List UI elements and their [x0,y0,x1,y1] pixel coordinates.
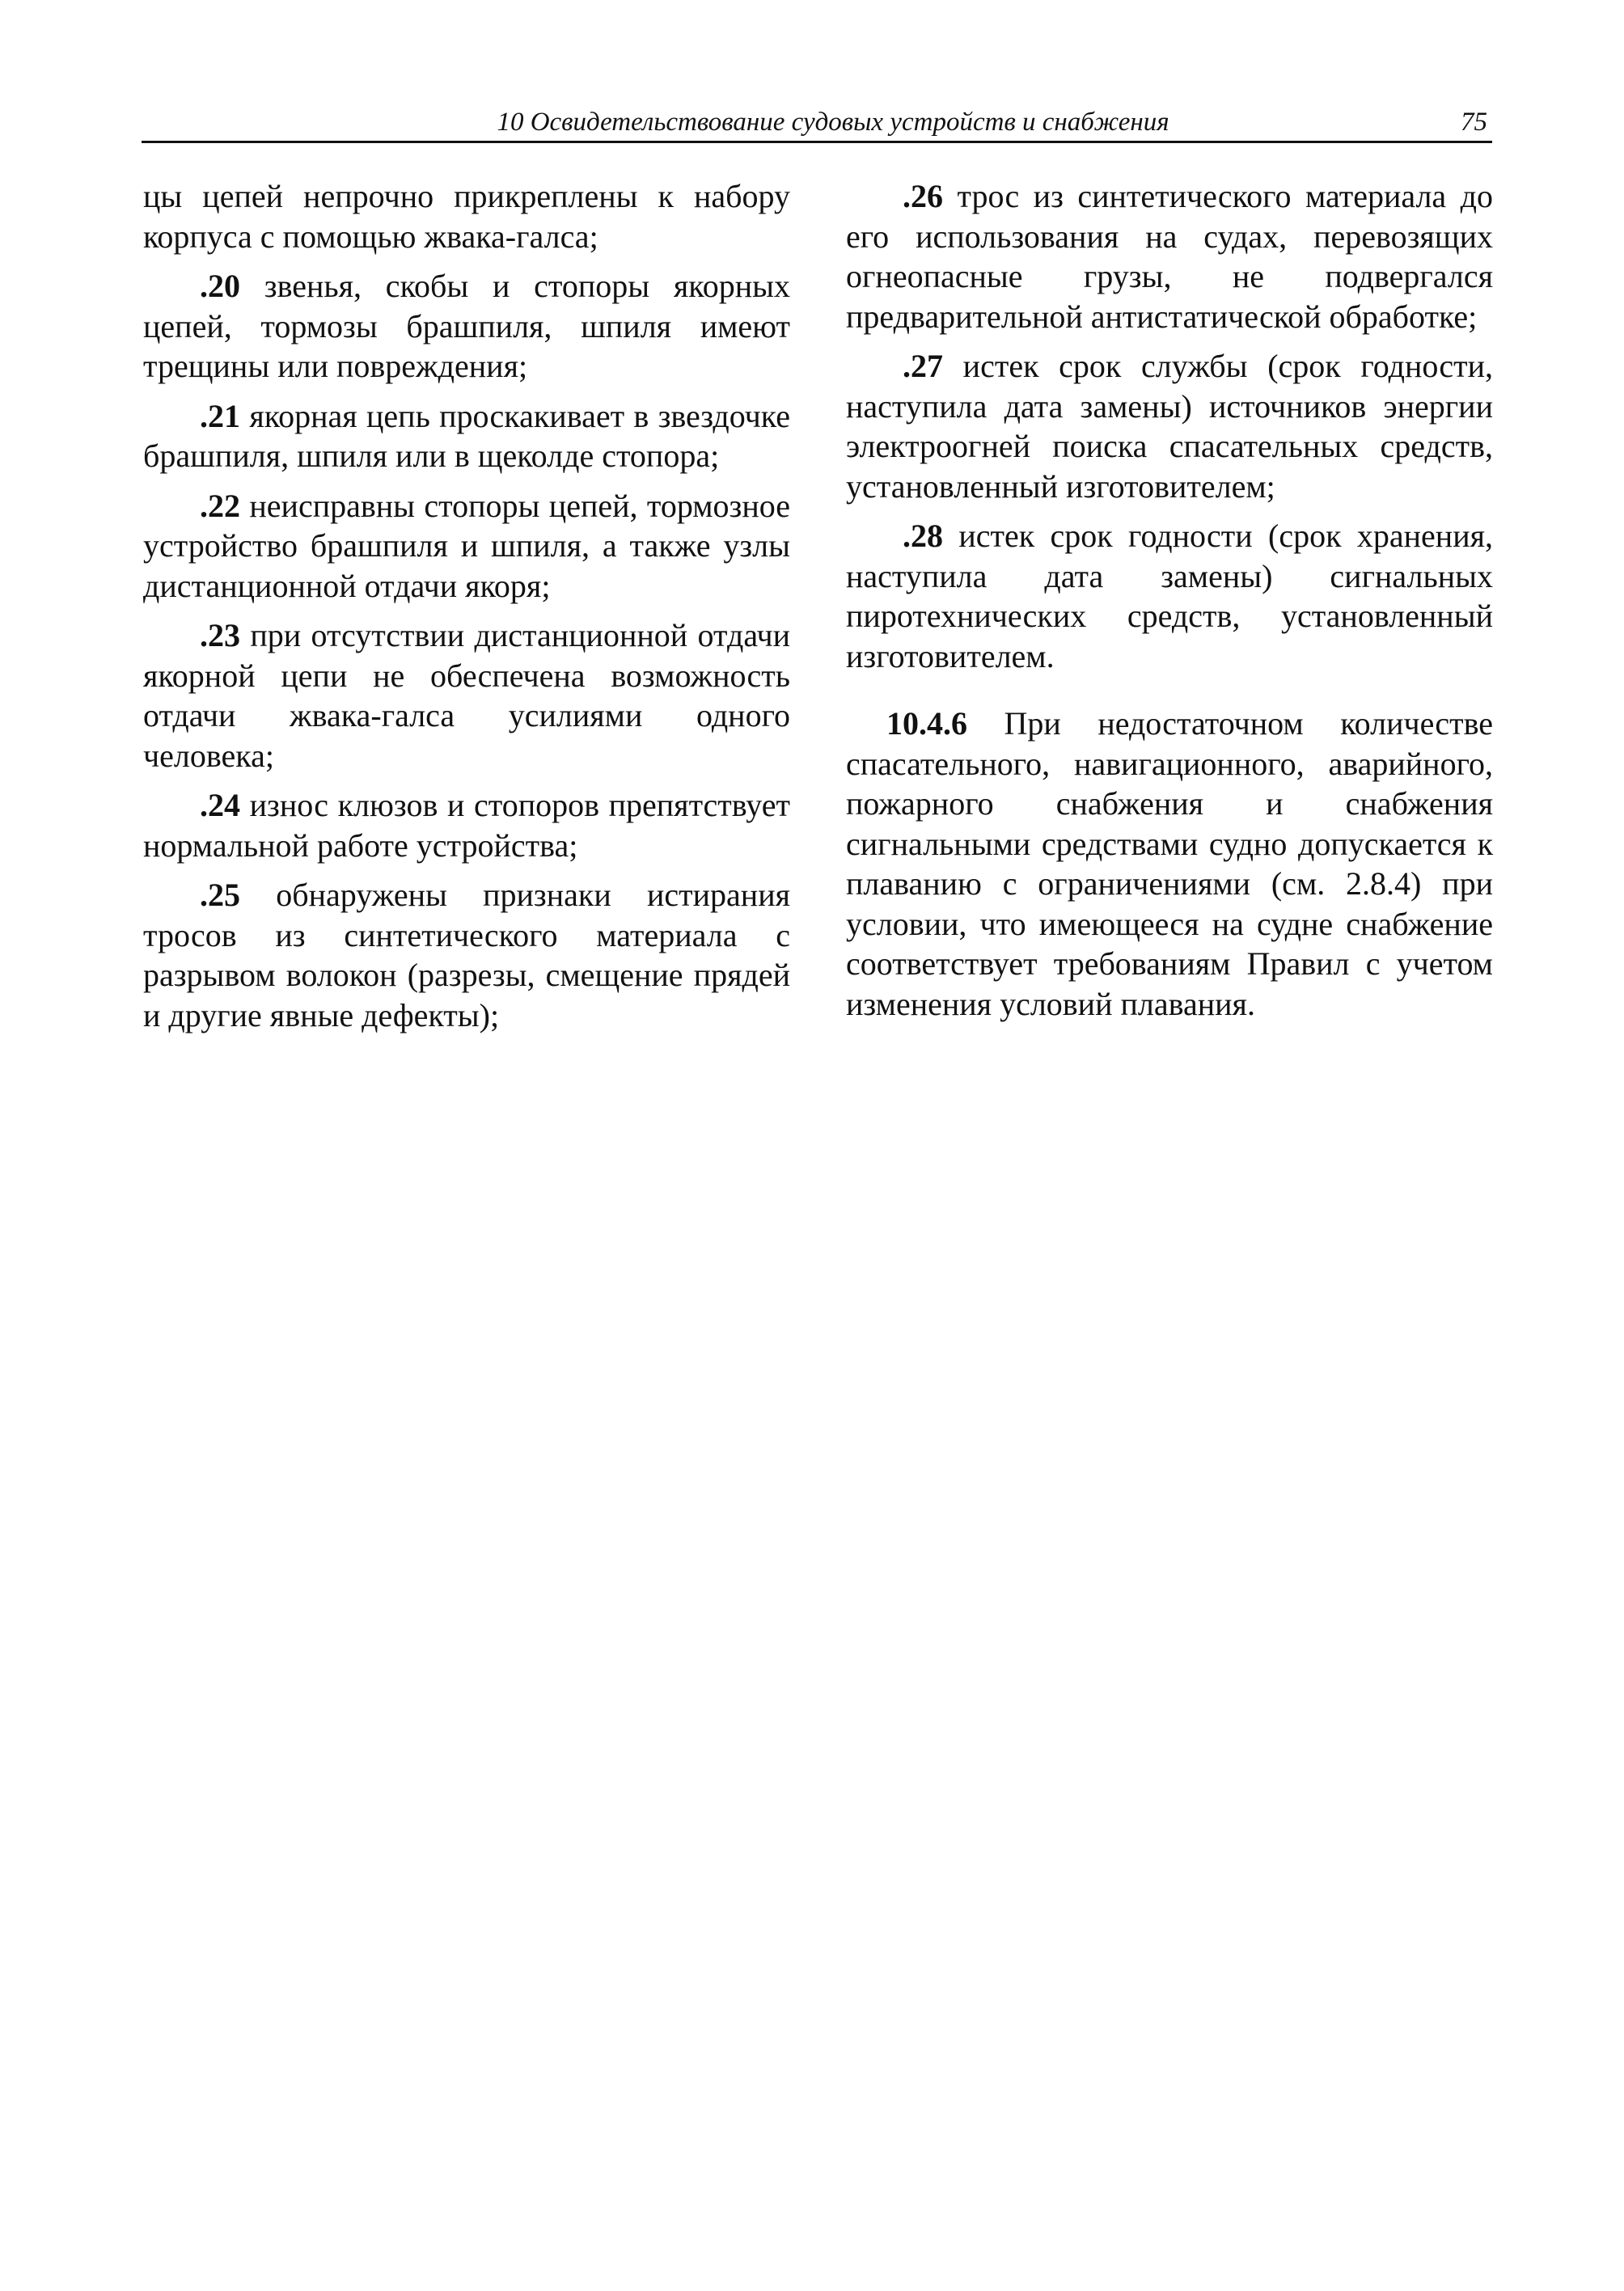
section-paragraph [846,704,1493,1024]
page-number: 75 [1461,108,1487,137]
section-number: 10.4.6 [886,705,967,742]
item-text: износ клюзов и стопоров препятствует нормальной работе устройства; [143,787,790,864]
item-text: истек срок годности (срок хранения, наступила дата замены) сигнальных пиротехнических средств, установленный изготовителем. [846,518,1493,674]
list-item [143,486,790,607]
list-item [143,875,790,1035]
list-item [143,785,790,865]
running-header [142,104,1492,143]
item-number: .25 [200,877,240,913]
item-number: .23 [200,617,240,653]
item-number: .20 [200,268,240,304]
item-text: неисправны стопоры цепей, тормозное устройство брашпиля и шпиля, а также узлы дистанционной отдачи якоря; [143,487,790,604]
item-number: .27 [903,348,943,384]
item-text: цы цепей непрочно прикреплены к набору корпуса с помощью жвака-галса; [143,178,790,255]
item-text: при отсутствии дистанционной отдачи якорной цепи не обеспечена возможность отдачи жвака-галса усилиями одного человека; [143,617,790,774]
list-item [143,615,790,776]
item-text: якорная цепь проскакивает в звездочке брашпиля, шпиля или в щеколде стопора; [143,397,790,474]
item-text: трос из синтетического материала до его использования на судах, перевозящих огнеопасные грузы, не подвергался предварительной антистатической обработке; [846,178,1494,335]
item-number: .24 [200,787,240,823]
item-number: .26 [903,178,943,214]
item-text: обнаружены признаки истирания тросов из синтетического материала с разрывом волокон (разрезы, смещение прядей и другие явные дефекты); [143,877,791,1033]
right-column [846,176,1493,1033]
list-item [143,176,790,256]
list-item [846,346,1493,506]
item-number: .28 [903,518,943,554]
list-item [143,266,790,387]
item-number: .22 [200,487,240,524]
left-column [143,176,790,1045]
list-item [846,516,1493,676]
list-item [143,396,790,476]
item-number: .21 [200,397,240,434]
header-title: 10 Освидетельствование судовых устройств и снабжения [497,108,1169,137]
section-text: При недостаточном количестве спасательного, навигационного, аварийного, пожарного снабжения и снабжения сигнальными средствами судно допускается к плаванию с ограничениями (см. 2.8.4) при условии, что имеющееся на судне снабжение соответствует требованиям Правил с учетом изменения условий плавания. [846,705,1493,1022]
item-text: истек срок службы (срок годности, наступила дата замены) источников энергии электроогней поиска спасательных средств, установленный изготовителем; [846,348,1494,505]
item-text: звенья, скобы и стопоры якорных цепей, тормозы брашпиля, шпиля имеют трещины или повреждения; [143,268,790,384]
list-item [846,176,1493,336]
